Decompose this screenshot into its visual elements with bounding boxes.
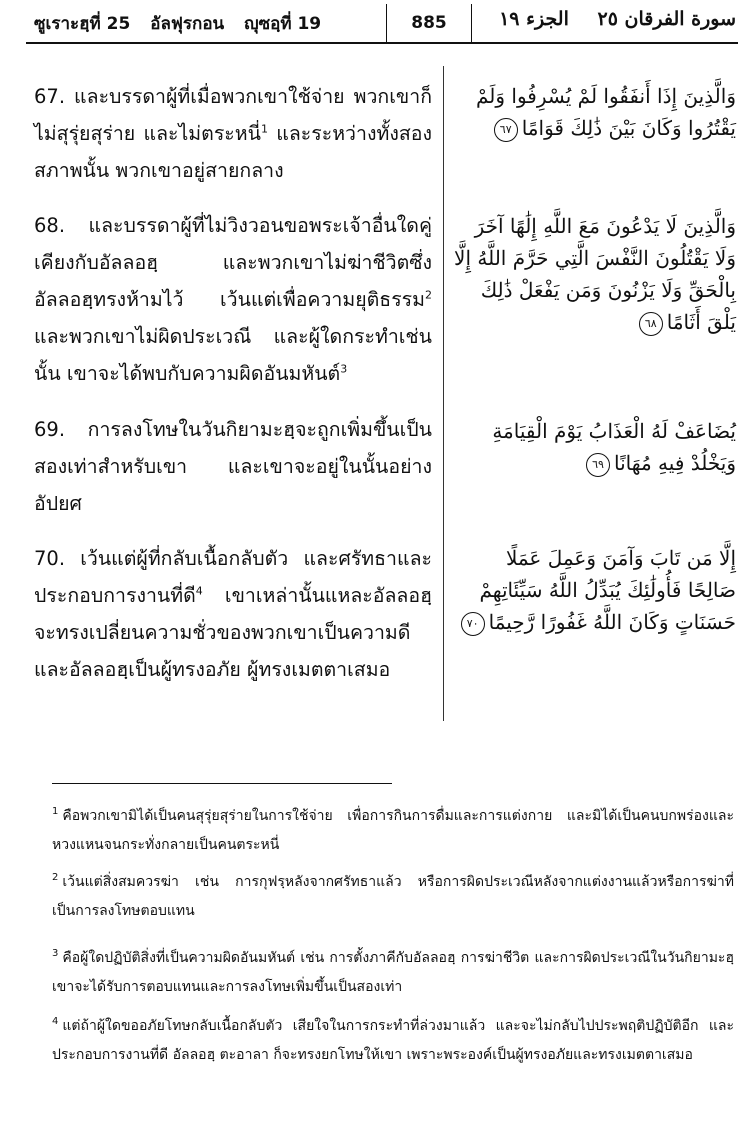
ayah-number-70: ٧٠ [461, 612, 485, 636]
surah-number-th: ซูเราะฮฺที่ 25 [34, 14, 131, 34]
verse-67-arabic: وَالَّذِينَ إِذَا أَنفَقُوا لَمْ يُسْرِفُوا وَلَمْ يَقْتُرُوا وَكَانَ بَيْنَ ذَٰلِكَ قَوَامًا٦٧ [475, 84, 736, 140]
surah-ar: سورة الفرقان ٢٥ [597, 8, 736, 30]
verse-69-arabic: يُضَاعَفْ لَهُ الْعَذَابُ يَوْمَ الْقِيَامَةِ وَيَخْلُدْ فِيهِ مُهَانًا٦٩ [492, 419, 736, 475]
juz-ar: الجزء ١٩ [499, 8, 569, 30]
verse-70-thai: 70. เว้นแต่ผู้ที่กลับเนื้อกลับตัว และศรัทธาและประกอบการงานที่ดี$^4$ เขาเหล่านั้นแหละอัลลอฮฺจะทรงเปลี่ยนความชั่วของพวกเขาเป็นความดี และอัลลอฮฺเป็นผู้ทรงอภัย ผู้ทรงเมตตาเสมอ [34, 547, 432, 681]
verse-67-thai: 67. และบรรดาผู้ที่เมื่อพวกเขาใช้จ่าย พวกเขาก็ไม่สุรุ่ยสุร่าย และไม่ตระหนี่$^1$ และระหว่างทั้งสองสภาพนั้น พวกเขาอยู่สายกลาง [34, 85, 432, 182]
ayah-number-69: ٦٩ [586, 453, 610, 477]
surah-name-th: อัลฟุรกอน [150, 14, 225, 34]
footnote-4: $^4$ แต่ถ้าผู้ใดขออภัยโทษกลับเนื้อกลับตัว เสียใจในการกระทำที่ล่วงมาแล้ว และจะไม่กลับไปประพฤติปฏิบัติอีก และประกอบการงานที่ดี อัลลอฮฺ ตะอาลา ก็จะทรงยกโทษให้เขา เพราะพระองค์เป็นผู้ทรงอภัยและทรงเมตตาเสมอ [52, 1016, 734, 1063]
footnote-rule [52, 783, 392, 784]
page-number: 885 [386, 4, 472, 42]
verse-68-thai: 68. และบรรดาผู้ที่ไม่วิงวอนขอพระเจ้าอื่นใดคู่เคียงกับอัลลอฮฺ และพวกเขาไม่ฆ่าชีวิตซึ่งอัลลอฮฺทรงห้ามไว้ เว้นแต่เพื่อความยุติธรรม$^2$ และพวกเขาไม่ผิดประเวณี และผู้ใดกระทำเช่นนั้น เขาจะได้พบกับความผิดอันมหันต์$^3$ [34, 214, 432, 385]
footnote-3: $^3$ คือผู้ใดปฏิบัติสิ่งที่เป็นความผิดอันมหันต์ เช่น การตั้งภาคีกับอัลลอฮฺ การฆ่าชีวิต และการผิดประเวณีในวันกิยามะฮฺเขาจะได้รับการตอบแทนและการลงโทษเพิ่มขึ้นเป็นสองเท่า [52, 948, 734, 995]
verse-70-arabic: إِلَّا مَن تَابَ وَآمَنَ وَعَمِلَ عَمَلًا صَالِحًا فَأُولَٰئِكَ يُبَدِّلُ اللَّهُ سَيِّئَاتِهِمْ حَسَنَاتٍ وَكَانَ اللَّهُ غَفُورًا رَّحِيمًا٧٠ [452, 542, 736, 638]
verse-69-thai: 69. การลงโทษในวันกิยามะฮฺจะถูกเพิ่มขึ้นเป็นสองเท่าสำหรับเขา และเขาจะอยู่ในนั้นอย่างอัปยศ [34, 418, 432, 515]
footnote-ref-4[interactable]: 4 [195, 584, 203, 598]
column-divider [443, 66, 444, 721]
ayah-number-68: ٦٨ [639, 312, 663, 336]
footnote-ref-2[interactable]: 2 [425, 288, 432, 302]
header-arabic [477, 8, 736, 30]
page-header [26, 4, 738, 44]
header-thai [34, 10, 335, 37]
juz-th: ญุซอฺที่ 19 [244, 14, 322, 34]
header-rule [26, 42, 738, 44]
footnote-ref-1[interactable]: 1 [260, 122, 268, 136]
footnote-1: $^1$ คือพวกเขามิได้เป็นคนสุรุ่ยสุร่ายในการใช้จ่าย เพื่อการกินการดื่มและการแต่งกาย และมิได้เป็นคนบกพร่องและหวงแหนจนกระทั่งกลายเป็นคนตระหนี่ [52, 806, 734, 853]
footnote-ref-3[interactable]: 3 [340, 362, 348, 376]
verse-68-arabic: وَالَّذِينَ لَا يَدْعُونَ مَعَ اللَّهِ إِلَٰهًا آخَرَ وَلَا يَقْتُلُونَ النَّفْسَ الَّتِي حَرَّمَ اللَّهُ إِلَّا بِالْحَقِّ وَلَا يَزْنُونَ وَمَن يَفْعَلْ ذَٰلِكَ يَلْقَ أَثَامًا٦٨ [454, 214, 736, 334]
footnote-2: $^2$ เว้นแต่สิ่งสมควรฆ่า เช่น การกุฟรฺหลังจากศรัทธาแล้ว หรือการผิดประเวณีหลังจากแต่งงานแล้วหรือการฆ่าที่เป็นการลงโทษตอบแทน [52, 872, 734, 919]
ayah-number-67: ٦٧ [494, 118, 518, 142]
